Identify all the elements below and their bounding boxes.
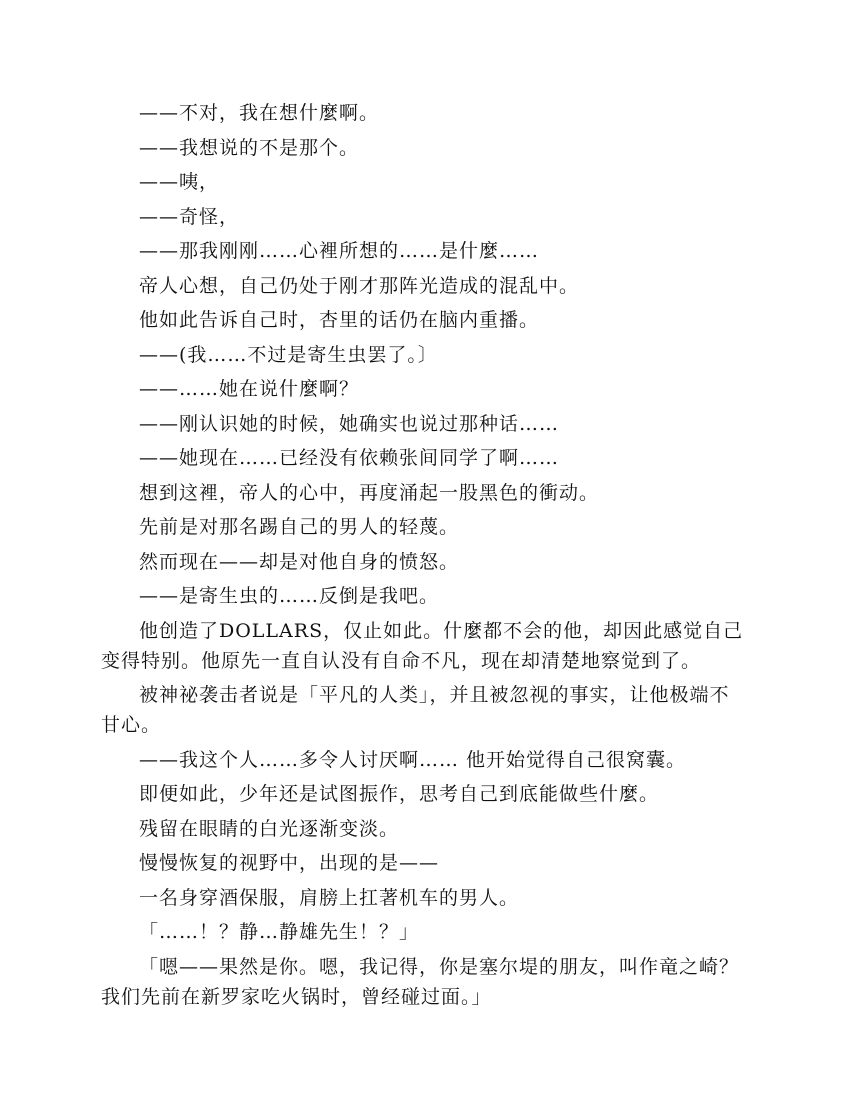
paragraph: ——那我刚刚……心裡所想的……是什麼…… bbox=[139, 240, 540, 262]
paragraph: 慢慢恢复的视野中，出现的是—— bbox=[139, 852, 440, 874]
paragraph: 被神祕袭击者说是「平凡的人类」，并且被忽视的事实，让他极端不甘心。 bbox=[101, 684, 730, 736]
paragraph: 想到这裡，帝人的心中，再度涌起一股黑色的衝动。 bbox=[139, 481, 600, 504]
paragraph: 即便如此，少年还是试图振作，思考自己到底能做些什麼。 bbox=[139, 783, 660, 805]
paragraph: ——我这个人……多令人讨厌啊…… 他开始觉得自己很窝囊。 bbox=[139, 748, 687, 771]
paragraph: 「嗯——果然是你。嗯，我记得，你是塞尔堤的朋友，叫作竜之崎？我们先前在新罗家吃火锅时，曾经碰过面。」 bbox=[101, 955, 740, 1008]
paragraph: ——是寄生虫的……反倒是我吧。 bbox=[139, 585, 440, 607]
paragraph: ——奇怪， bbox=[139, 205, 240, 228]
paragraph: 「……！？静…静雄先生！？」 bbox=[139, 921, 420, 943]
paragraph: 先前是对那名踢自己的男人的轻蔑。 bbox=[139, 516, 460, 538]
paragraph: 他创造了DOLLARS，仅止如此。什麼都不会的他，却因此感觉自己变得特别。他原先一直自认没有自命不凡，现在却清楚地察觉到了。 bbox=[101, 619, 744, 672]
document-body bbox=[101, 98, 746, 1012]
paragraph: 残留在眼睛的白光逐渐变淡。 bbox=[139, 817, 400, 840]
paragraph: ——……她在说什麼啊？ bbox=[139, 378, 360, 400]
paragraph: ——她现在……已经没有依赖张间同学了啊…… bbox=[139, 447, 560, 469]
paragraph: 一名身穿酒保服，肩膀上扛著机车的男人。 bbox=[139, 886, 520, 909]
paragraph: ——咦， bbox=[139, 171, 220, 193]
paragraph: ——刚认识她的时候，她确实也说过那种话…… bbox=[139, 412, 560, 435]
paragraph: ——(我……不过是寄生虫罢了。〕 bbox=[139, 343, 438, 366]
paragraph: 帝人心想，自己仍处于刚才那阵光造成的混乱中。 bbox=[139, 274, 580, 297]
paragraph: 然而现在——却是对他自身的愤怒。 bbox=[139, 550, 460, 573]
paragraph: 他如此告诉自己时，杏里的话仍在脑内重播。 bbox=[139, 309, 540, 331]
paragraph: ——我想说的不是那个。 bbox=[139, 136, 360, 159]
paragraph: ——不对，我在想什麼啊。 bbox=[139, 102, 380, 124]
